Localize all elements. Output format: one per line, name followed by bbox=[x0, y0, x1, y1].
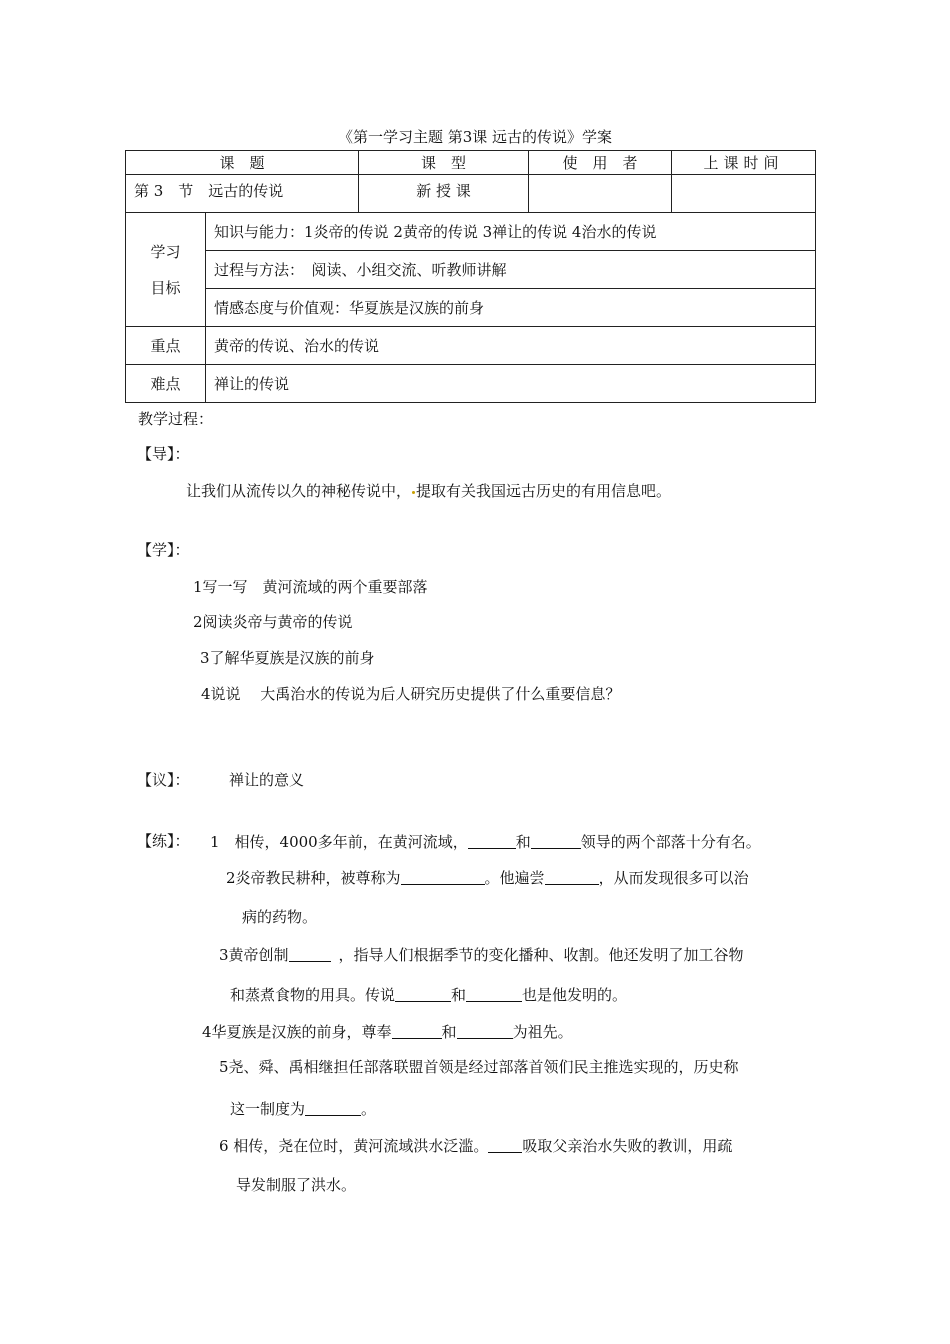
blank[interactable] bbox=[305, 1101, 361, 1116]
goal-row-2 bbox=[126, 251, 816, 289]
difficult-point-text: 禅让的传说 bbox=[206, 365, 816, 403]
blank[interactable] bbox=[466, 987, 522, 1002]
exercise-3-line-2: 和蒸煮食物的用具。传说 和 也是他发明的。 bbox=[230, 986, 628, 1004]
exercise-4: 4华夏族是汉族的前身，尊奉 和 为祖先。 bbox=[202, 1023, 573, 1041]
blank[interactable] bbox=[545, 870, 599, 885]
blank[interactable] bbox=[531, 834, 581, 849]
goal-method: 过程与方法： 阅读、小组交流、听教师讲解 bbox=[206, 251, 816, 289]
lesson-info-table bbox=[125, 150, 816, 403]
blank[interactable] bbox=[468, 834, 516, 849]
goal-emotion: 情感态度与价值观：华夏族是汉族的前身 bbox=[206, 289, 816, 327]
goal-knowledge: 知识与能力：1炎帝的传说 2黄帝的传说 3禅让的传说 4治水的传说 bbox=[206, 213, 816, 251]
goals-label-cell bbox=[126, 213, 206, 327]
time-cell bbox=[672, 175, 816, 213]
difficult-point-row bbox=[126, 365, 816, 403]
dao-text: 让我们从流传以久的神秘传说中， 提取有关我国远古历史的有用信息吧。 bbox=[186, 482, 672, 500]
exercise-5-line-2: 这一制度为 。 bbox=[230, 1100, 377, 1118]
xue-label: 【学】： bbox=[137, 541, 190, 559]
exercise-6-line-2: 导发制服了洪水。 bbox=[236, 1176, 357, 1194]
table-header-row bbox=[126, 151, 816, 175]
goals-label-1: 学习 bbox=[150, 242, 181, 261]
lesson-name-cell: 第 3 节 远古的传说 bbox=[126, 175, 359, 213]
xue-item-4: 4说说 大禹治水的传说为后人研究历史提供了什么重要信息？ bbox=[201, 685, 621, 703]
header-user: 使 用 者 bbox=[529, 151, 672, 175]
blank[interactable] bbox=[401, 870, 485, 885]
yi-label: 【议】： bbox=[137, 771, 190, 789]
table-info-row bbox=[126, 175, 816, 213]
blank[interactable] bbox=[457, 1024, 513, 1039]
goals-label-2: 目标 bbox=[150, 278, 181, 297]
key-point-label: 重点 bbox=[126, 327, 206, 365]
difficult-point-label: 难点 bbox=[126, 365, 206, 403]
yi-text: 禅让的意义 bbox=[229, 771, 305, 789]
exercise-1: 1 相传，4000多年前，在黄河流域， 和 领导的两个部落十分有名。 bbox=[210, 833, 761, 851]
blank[interactable] bbox=[488, 1138, 522, 1153]
xue-item-3: 3了解华夏族是汉族的前身 bbox=[200, 649, 375, 667]
document-title: 《第一学习主题 第3课 远古的传说》学案 bbox=[337, 128, 613, 146]
xue-item-2: 2阅读炎帝与黄帝的传说 bbox=[193, 613, 353, 631]
blank[interactable] bbox=[395, 987, 451, 1002]
goal-row-1 bbox=[126, 213, 816, 251]
user-cell bbox=[529, 175, 672, 213]
blank[interactable] bbox=[392, 1024, 442, 1039]
exercise-2-line-2: 病的药物。 bbox=[242, 908, 318, 926]
process-heading: 教学过程： bbox=[138, 410, 214, 428]
header-time: 上课时间 bbox=[672, 151, 816, 175]
xue-item-1: 1写一写 黄河流域的两个重要部落 bbox=[193, 578, 428, 596]
exercise-5-line-1: 5尧、舜、禹相继担任部落联盟首领是经过部落首领们民主推选实现的，历史称 bbox=[219, 1058, 739, 1076]
blank[interactable] bbox=[289, 947, 331, 962]
dao-label: 【导】： bbox=[137, 445, 190, 463]
header-type: 课 型 bbox=[359, 151, 529, 175]
exercise-6-line-1: 6 相传，尧在位时，黄河流域洪水泛滥。 吸取父亲治水失败的教训，用疏 bbox=[219, 1137, 733, 1155]
exercise-3-line-1: 3黄帝创制 ，指导人们根据季节的变化播种、收割。他还发明了加工谷物 bbox=[219, 946, 744, 964]
key-point-row bbox=[126, 327, 816, 365]
header-lesson: 课 题 bbox=[126, 151, 359, 175]
exercise-2-line-1: 2炎帝教民耕种，被尊称为 。他遍尝 ，从而发现很多可以治 bbox=[226, 869, 749, 887]
key-point-text: 黄帝的传说、治水的传说 bbox=[206, 327, 816, 365]
lian-label: 【练】： bbox=[137, 832, 190, 850]
goal-row-3 bbox=[126, 289, 816, 327]
lesson-type-cell: 新 授 课 bbox=[359, 175, 529, 213]
highlight-dot bbox=[412, 491, 415, 494]
